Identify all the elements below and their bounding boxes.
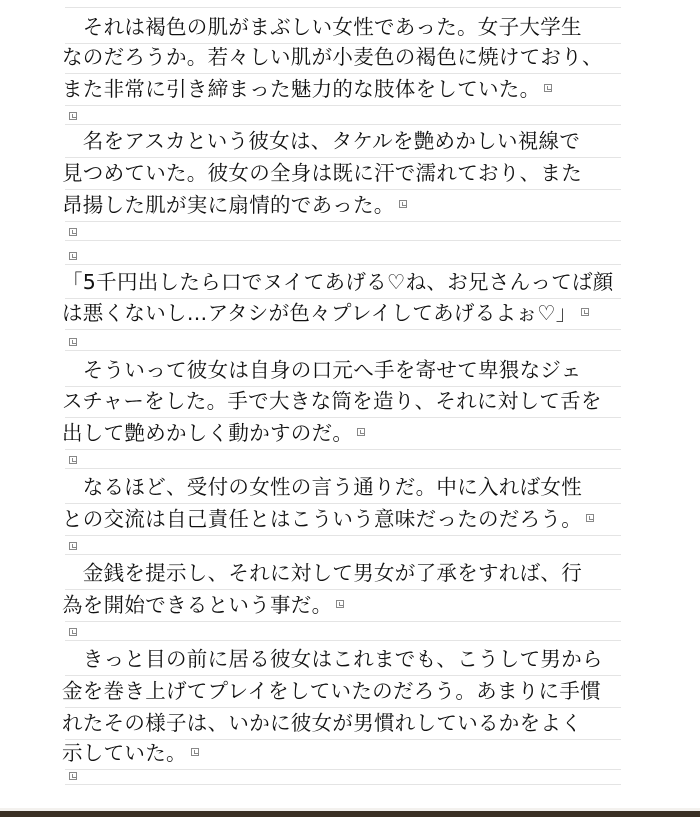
status-bar-edge: [0, 811, 700, 817]
text-line: [62, 418, 642, 448]
text-line: [62, 355, 642, 385]
text-line: [62, 676, 642, 706]
blank-line-gridline: [65, 468, 621, 469]
return-mark-icon: [544, 84, 552, 92]
text-line: [62, 190, 642, 220]
line-text: それは褐色の肌がまぶしい女性であった。女子大学生: [62, 15, 582, 39]
blank-line-gridline: [65, 554, 621, 555]
text-line: [62, 590, 642, 620]
line-text: そういって彼女は自身の口元へ手を寄せて卑猥なジェ: [62, 358, 582, 382]
line-text: 示していた。: [62, 741, 187, 765]
text-line: [62, 158, 642, 188]
text-line: [62, 42, 642, 72]
line-text: れたその様子は、いかに彼女が男慣れしているかをよく: [62, 711, 582, 735]
return-mark-icon: [69, 628, 77, 636]
text-line: [62, 126, 642, 156]
line-text: また非常に引き締まった魅力的な肢体をしていた。: [62, 77, 541, 101]
text-line: [62, 472, 642, 502]
text-line: [62, 74, 642, 104]
line-text: きっと目の前に居る彼女はこれまでも、こうして男から: [62, 647, 603, 671]
return-mark-icon: [69, 772, 77, 780]
line-text: 名をアスカという彼女は、タケルを艶めかしい視線で: [62, 129, 581, 153]
return-mark-icon: [69, 252, 77, 260]
blank-line-gridline: [65, 240, 621, 241]
line-gridline: [65, 769, 621, 770]
line-text: 出して艶めかしく動かすのだ。: [62, 421, 354, 445]
text-line: [62, 298, 642, 328]
line-text: は悪くないし…アタシが色々プレイしてあげるよぉ♡」: [62, 301, 577, 325]
return-mark-icon: [69, 338, 77, 346]
line-text: 「5千円出したら口でヌイてあげる♡ね、お兄さんってば顔: [62, 270, 614, 294]
line-text: 為を開始できるという事だ。: [62, 593, 333, 617]
return-mark-icon: [399, 200, 407, 208]
return-mark-icon: [586, 514, 594, 522]
line-gridline: [65, 535, 621, 536]
blank-line-gridline: [65, 640, 621, 641]
line-gridline: [65, 621, 621, 622]
return-mark-icon: [69, 542, 77, 550]
line-text: 昂揚した肌が実に扇情的であった。: [62, 193, 395, 217]
line-text: 見つめていた。彼女の全身は既に汗で濡れており、また: [62, 161, 582, 185]
line-gridline: [65, 221, 621, 222]
return-mark-icon: [69, 456, 77, 464]
blank-line-gridline: [65, 124, 621, 125]
return-mark-icon: [336, 600, 344, 608]
line-gridline: [65, 449, 621, 450]
text-line: [62, 12, 642, 42]
text-line: [62, 504, 642, 534]
blank-line-gridline: [65, 350, 621, 351]
text-line: [62, 267, 642, 297]
top-gridline: [65, 7, 621, 8]
line-text: なるほど、受付の女性の言う通りだ。中に入れば女性: [62, 475, 582, 499]
return-mark-icon: [357, 428, 365, 436]
return-mark-icon: [191, 748, 199, 756]
text-line: [62, 738, 642, 768]
text-line: [62, 644, 642, 674]
line-gridline: [65, 105, 621, 106]
return-mark-icon: [69, 228, 77, 236]
line-text: なのだろうか。若々しい肌が小麦色の褐色に焼けており、: [62, 45, 603, 69]
line-text: 金を巻き上げてプレイをしていたのだろう。あまりに手慣: [62, 679, 601, 703]
text-line: [62, 386, 642, 416]
line-text: スチャーをした。手で大きな筒を造り、それに対して舌を: [62, 389, 602, 413]
text-line: [62, 558, 642, 588]
blank-line-gridline: [65, 784, 621, 785]
text-line: [62, 708, 642, 738]
line-gridline: [65, 329, 621, 330]
blank-line-gridline: [65, 264, 621, 265]
line-text: 金銭を提示し、それに対して男女が了承をすれば、行: [62, 561, 582, 585]
return-mark-icon: [581, 308, 589, 316]
return-mark-icon: [69, 112, 77, 120]
line-text: との交流は自己責任とはこういう意味だったのだろう。: [62, 507, 582, 531]
